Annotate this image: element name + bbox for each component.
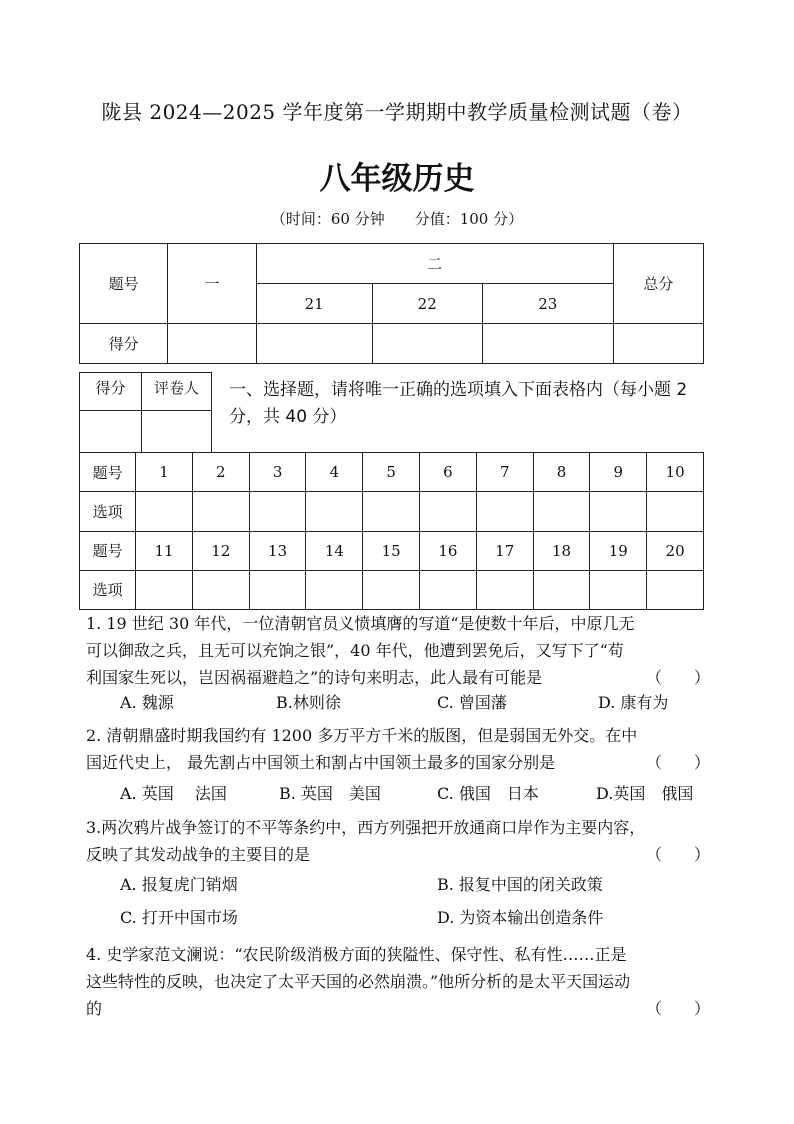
answer-num: 19 — [590, 531, 647, 570]
answer-cell[interactable] — [136, 570, 193, 609]
answer-paren: （ ） — [645, 753, 710, 772]
question-2-line: 国近代史上， 最先割占中国领土和割占中国领土最多的国家分别是 — [86, 753, 556, 772]
score-cell[interactable] — [482, 324, 613, 364]
score-header-tihao: 题号 — [80, 244, 168, 324]
option-a[interactable]: A. 报复虎门销烟 — [120, 875, 238, 894]
answer-paren: （ ） — [645, 999, 710, 1018]
score-header-part-one: 一 — [168, 244, 256, 324]
grader-name-cell[interactable] — [142, 411, 212, 453]
answer-cell[interactable] — [249, 570, 306, 609]
answer-num: 7 — [476, 453, 533, 492]
answer-cell[interactable] — [590, 492, 647, 531]
grader-score-cell[interactable] — [80, 411, 142, 453]
answer-cell[interactable] — [647, 570, 704, 609]
answer-num: 20 — [647, 531, 704, 570]
question-3-line: 反映了其发动战争的主要目的是 — [86, 845, 311, 864]
answer-num: 8 — [533, 453, 590, 492]
answer-num: 11 — [136, 531, 193, 570]
answer-num: 6 — [420, 453, 477, 492]
answer-cell[interactable] — [420, 492, 477, 531]
score-subheader-22: 22 — [372, 284, 482, 324]
grader-box — [79, 372, 212, 453]
answer-cell[interactable] — [420, 570, 477, 609]
answer-num: 5 — [363, 453, 420, 492]
answer-row-label: 题号 — [80, 531, 136, 570]
answer-paren: （ ） — [645, 845, 710, 864]
question-1 — [86, 610, 710, 691]
answer-option-row — [80, 570, 704, 609]
answer-num: 1 — [136, 453, 193, 492]
answer-row-label: 题号 — [80, 453, 136, 492]
question-4 — [86, 941, 710, 1022]
answer-num: 10 — [647, 453, 704, 492]
answer-num: 3 — [249, 453, 306, 492]
score-cell[interactable] — [256, 324, 372, 364]
option-d[interactable]: D. 为资本输出创造条件 — [437, 908, 604, 927]
question-1-options — [0, 690, 794, 716]
answer-num: 18 — [533, 531, 590, 570]
section-heading: 一、选择题，请将唯一正确的选项填入下面表格内（每小题 2 分，共 40 分） — [229, 380, 688, 427]
option-b[interactable]: B. 报复中国的闭关政策 — [437, 875, 603, 894]
question-3 — [86, 814, 710, 868]
answer-num: 9 — [590, 453, 647, 492]
score-row-label: 得分 — [80, 324, 168, 364]
answer-num-row — [80, 453, 704, 492]
answer-cell[interactable] — [249, 492, 306, 531]
score-subheader-21: 21 — [256, 284, 372, 324]
question-1-line: 可以御敌之兵，且无可以充饷之银”，40 年代，他遭到罢免后，又写下了“苟 — [86, 641, 624, 660]
answer-num: 4 — [306, 453, 363, 492]
answer-cell[interactable] — [192, 492, 249, 531]
option-b[interactable]: B. 英国 美国 — [279, 784, 381, 803]
answer-num: 12 — [192, 531, 249, 570]
question-4-line: 这些特性的反映，也决定了太平天国的必然崩溃。”他所分析的是太平天国运动 — [86, 972, 631, 991]
option-a[interactable]: A. 魏源 — [120, 693, 174, 712]
question-3-line: 3.两次鸦片战争签订的不平等条约中，西方列强把开放通商口岸作为主要内容， — [86, 818, 646, 837]
grader-score-label: 得分 — [80, 373, 142, 411]
score-header-total: 总分 — [613, 244, 703, 324]
answer-paren: （ ） — [645, 668, 710, 687]
option-a[interactable]: A. 英国 法国 — [120, 784, 227, 803]
answer-num: 17 — [476, 531, 533, 570]
option-d[interactable]: D. 康有为 — [598, 693, 669, 712]
answer-cell[interactable] — [363, 570, 420, 609]
option-c[interactable]: C. 俄国 日本 — [437, 784, 539, 803]
exam-meta: （时间：60 分钟 分值：100 分） — [270, 210, 524, 228]
answer-cell[interactable] — [590, 570, 647, 609]
answer-cell[interactable] — [476, 492, 533, 531]
answer-num-row — [80, 531, 704, 570]
answer-num: 15 — [363, 531, 420, 570]
option-d[interactable]: D.英国 俄国 — [596, 784, 694, 803]
answer-cell[interactable] — [647, 492, 704, 531]
question-2-line: 2. 清朝鼎盛时期我国约有 1200 多万平方千米的版图，但是弱国无外交。在中 — [86, 726, 638, 745]
answer-cell[interactable] — [192, 570, 249, 609]
score-cell[interactable] — [372, 324, 482, 364]
question-1-line: 1. 19 世纪 30 年代，一位清朝官员义愤填膺的写道“是使数十年后，中原几无 — [86, 614, 635, 633]
answer-row-label: 选项 — [80, 492, 136, 531]
answer-row-label: 选项 — [80, 570, 136, 609]
score-table — [79, 243, 704, 364]
score-header-part-two: 二 — [256, 244, 613, 284]
option-b[interactable]: B.林则徐 — [276, 693, 341, 712]
grader-name-label: 评卷人 — [142, 373, 212, 411]
exam-title: 陇县 2024—2025 学年度第一学期期中教学质量检测试题（卷） — [101, 100, 693, 124]
answer-num: 14 — [306, 531, 363, 570]
question-4-line: 的 — [86, 999, 103, 1018]
option-c[interactable]: C. 打开中国市场 — [120, 908, 238, 927]
score-cell[interactable] — [613, 324, 703, 364]
answer-cell[interactable] — [533, 492, 590, 531]
subject-title: 八年级历史 — [319, 161, 475, 197]
question-3-options-row2 — [0, 905, 794, 931]
score-subheader-23: 23 — [482, 284, 613, 324]
question-4-line: 4. 史学家范文澜说：“农民阶级消极方面的狭隘性、保守性、私有性……正是 — [86, 945, 627, 964]
answer-cell[interactable] — [363, 492, 420, 531]
answer-cell[interactable] — [476, 570, 533, 609]
answer-cell[interactable] — [136, 492, 193, 531]
option-c[interactable]: C. 曾国藩 — [437, 693, 507, 712]
question-2-options — [0, 781, 794, 807]
answer-option-row — [80, 492, 704, 531]
answer-num: 13 — [249, 531, 306, 570]
answer-cell[interactable] — [533, 570, 590, 609]
answer-cell[interactable] — [306, 492, 363, 531]
question-2 — [86, 722, 710, 776]
score-cell[interactable] — [168, 324, 256, 364]
question-1-line: 利国家生死以，岂因祸福避趋之”的诗句来明志，此人最有可能是 — [86, 668, 543, 687]
answer-num: 2 — [192, 453, 249, 492]
answer-num: 16 — [420, 531, 477, 570]
answer-cell[interactable] — [306, 570, 363, 609]
answer-table — [79, 452, 704, 610]
question-3-options-row1 — [0, 872, 794, 898]
